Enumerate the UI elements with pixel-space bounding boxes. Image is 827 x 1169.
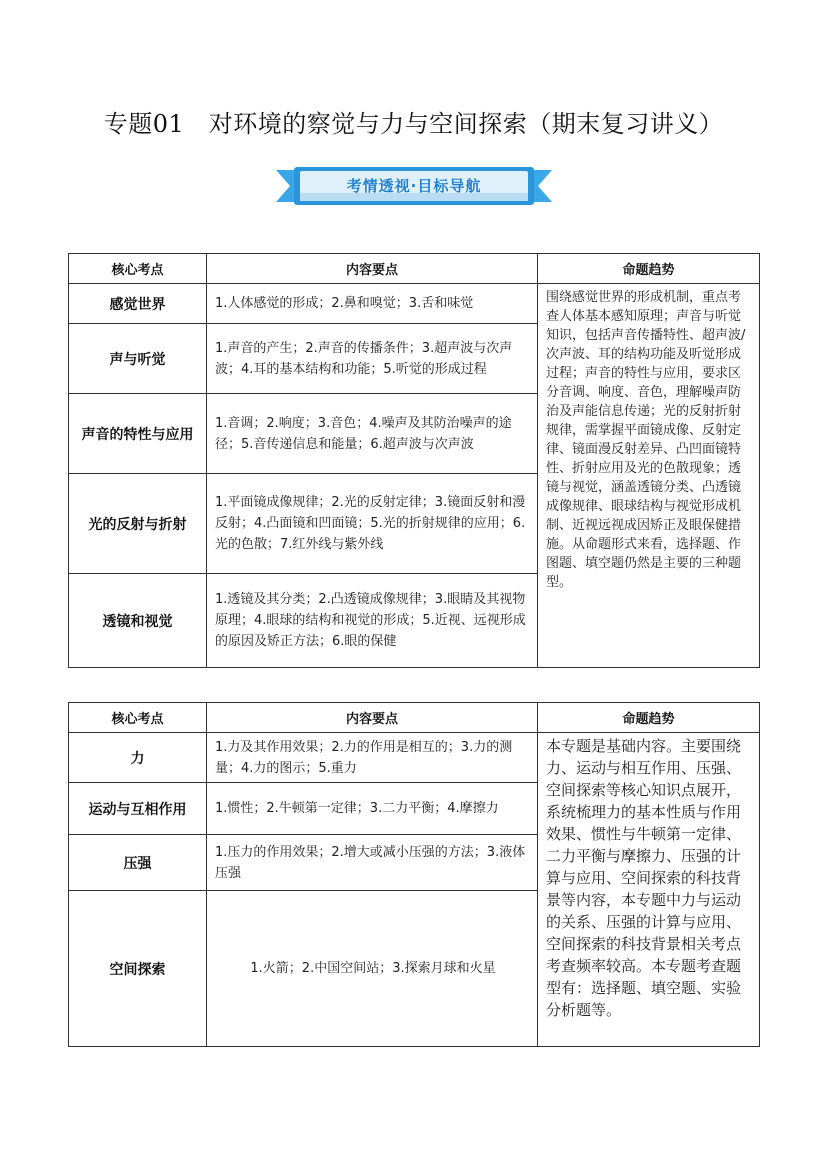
row-content: 1.压力的作用效果；2.增大或减小压强的方法；3.液体压强	[207, 835, 538, 891]
header-content-points: 内容要点	[207, 703, 538, 733]
row-topic: 声音的特性与应用	[69, 394, 207, 474]
table-row	[69, 733, 760, 783]
row-topic: 感觉世界	[69, 284, 207, 324]
header-trend: 命题趋势	[538, 254, 760, 284]
row-content: 1.平面镜成像规律；2.光的反射定律；3.镜面反射和漫反射；4.凸面镜和凹面镜；5.光的折射规律的应用；6.光的色散；7.红外线与紫外线	[207, 474, 538, 574]
row-topic: 运动与互相作用	[69, 783, 207, 835]
header-core-topic: 核心考点	[69, 254, 207, 284]
row-topic: 压强	[69, 835, 207, 891]
row-content: 1.人体感觉的形成；2.鼻和嗅觉；3.舌和味觉	[207, 284, 538, 324]
row-content: 1.力及其作用效果；2.力的作用是相互的；3.力的测量；4.力的图示；5.重力	[207, 733, 538, 783]
table-header-row	[69, 254, 760, 284]
row-content: 1.声音的产生；2.声音的传播条件；3.超声波与次声波；4.耳的基本结构和功能；5.听觉的形成过程	[207, 324, 538, 394]
topic-table-1	[68, 253, 760, 668]
header-core-topic: 核心考点	[69, 703, 207, 733]
row-content: 1.透镜及其分类；2.凸透镜成像规律；3.眼睛及其视物原理；4.眼球的结构和视觉的形成；5.近视、远视形成的原因及矫正方法；6.眼的保健	[207, 574, 538, 668]
header-trend: 命题趋势	[538, 703, 760, 733]
page-title: 专题01 对环境的察觉与力与空间探索（期末复习讲义）	[103, 110, 724, 138]
banner-title: 考情透视·目标导航	[346, 177, 482, 195]
trend-cell: 围绕感觉世界的形成机制，重点考查人体基本感知原理；声音与听觉知识，包括声音传播特性、超声波/次声波、耳的结构功能及听觉形成过程；声音的特性与应用，要求区分音调、响度、音色，理解噪声防治及声能信息传递；光的反射折射规律，需掌握平面镜成像、反射定律、镜面漫反射差异、凸凹面镜特性、折射应用及光的色散现象；透镜与视觉，涵盖透镜分类、凸透镜成像规律、眼球结构与视觉形成机制、近视远视成因矫正及眼保健措施。从命题形式来看，选择题、作图题、填空题仍然是主要的三种题型。	[538, 284, 760, 668]
row-topic: 空间探索	[69, 891, 207, 1047]
row-topic: 力	[69, 733, 207, 783]
row-content: 1.火箭；2.中国空间站；3.探索月球和火星	[207, 891, 538, 1047]
row-content: 1.惯性；2.牛顿第一定律；3.二力平衡；4.摩擦力	[207, 783, 538, 835]
table-row	[69, 284, 760, 324]
row-topic: 声与听觉	[69, 324, 207, 394]
row-content: 1.音调；2.响度；3.音色；4.噪声及其防治噪声的途径；5.音传递信息和能量；6.超声波与次声波	[207, 394, 538, 474]
table-header-row	[69, 703, 760, 733]
topic-table-2	[68, 702, 760, 1047]
section-banner	[276, 164, 552, 208]
row-topic: 透镜和视觉	[69, 574, 207, 668]
row-topic: 光的反射与折射	[69, 474, 207, 574]
trend-cell: 本专题是基础内容。主要围绕力、运动与相互作用、压强、空间探索等核心知识点展开，系统梳理力的基本性质与作用效果、惯性与牛顿第一定律、二力平衡与摩擦力、压强的计算与应用、空间探索的科技背景等内容，本专题中力与运动的关系、压强的计算与应用、空间探索的科技背景相关考点考查频率较高。本专题考查题型有：选择题、填空题、实验分析题等。	[538, 733, 760, 1047]
header-content-points: 内容要点	[207, 254, 538, 284]
